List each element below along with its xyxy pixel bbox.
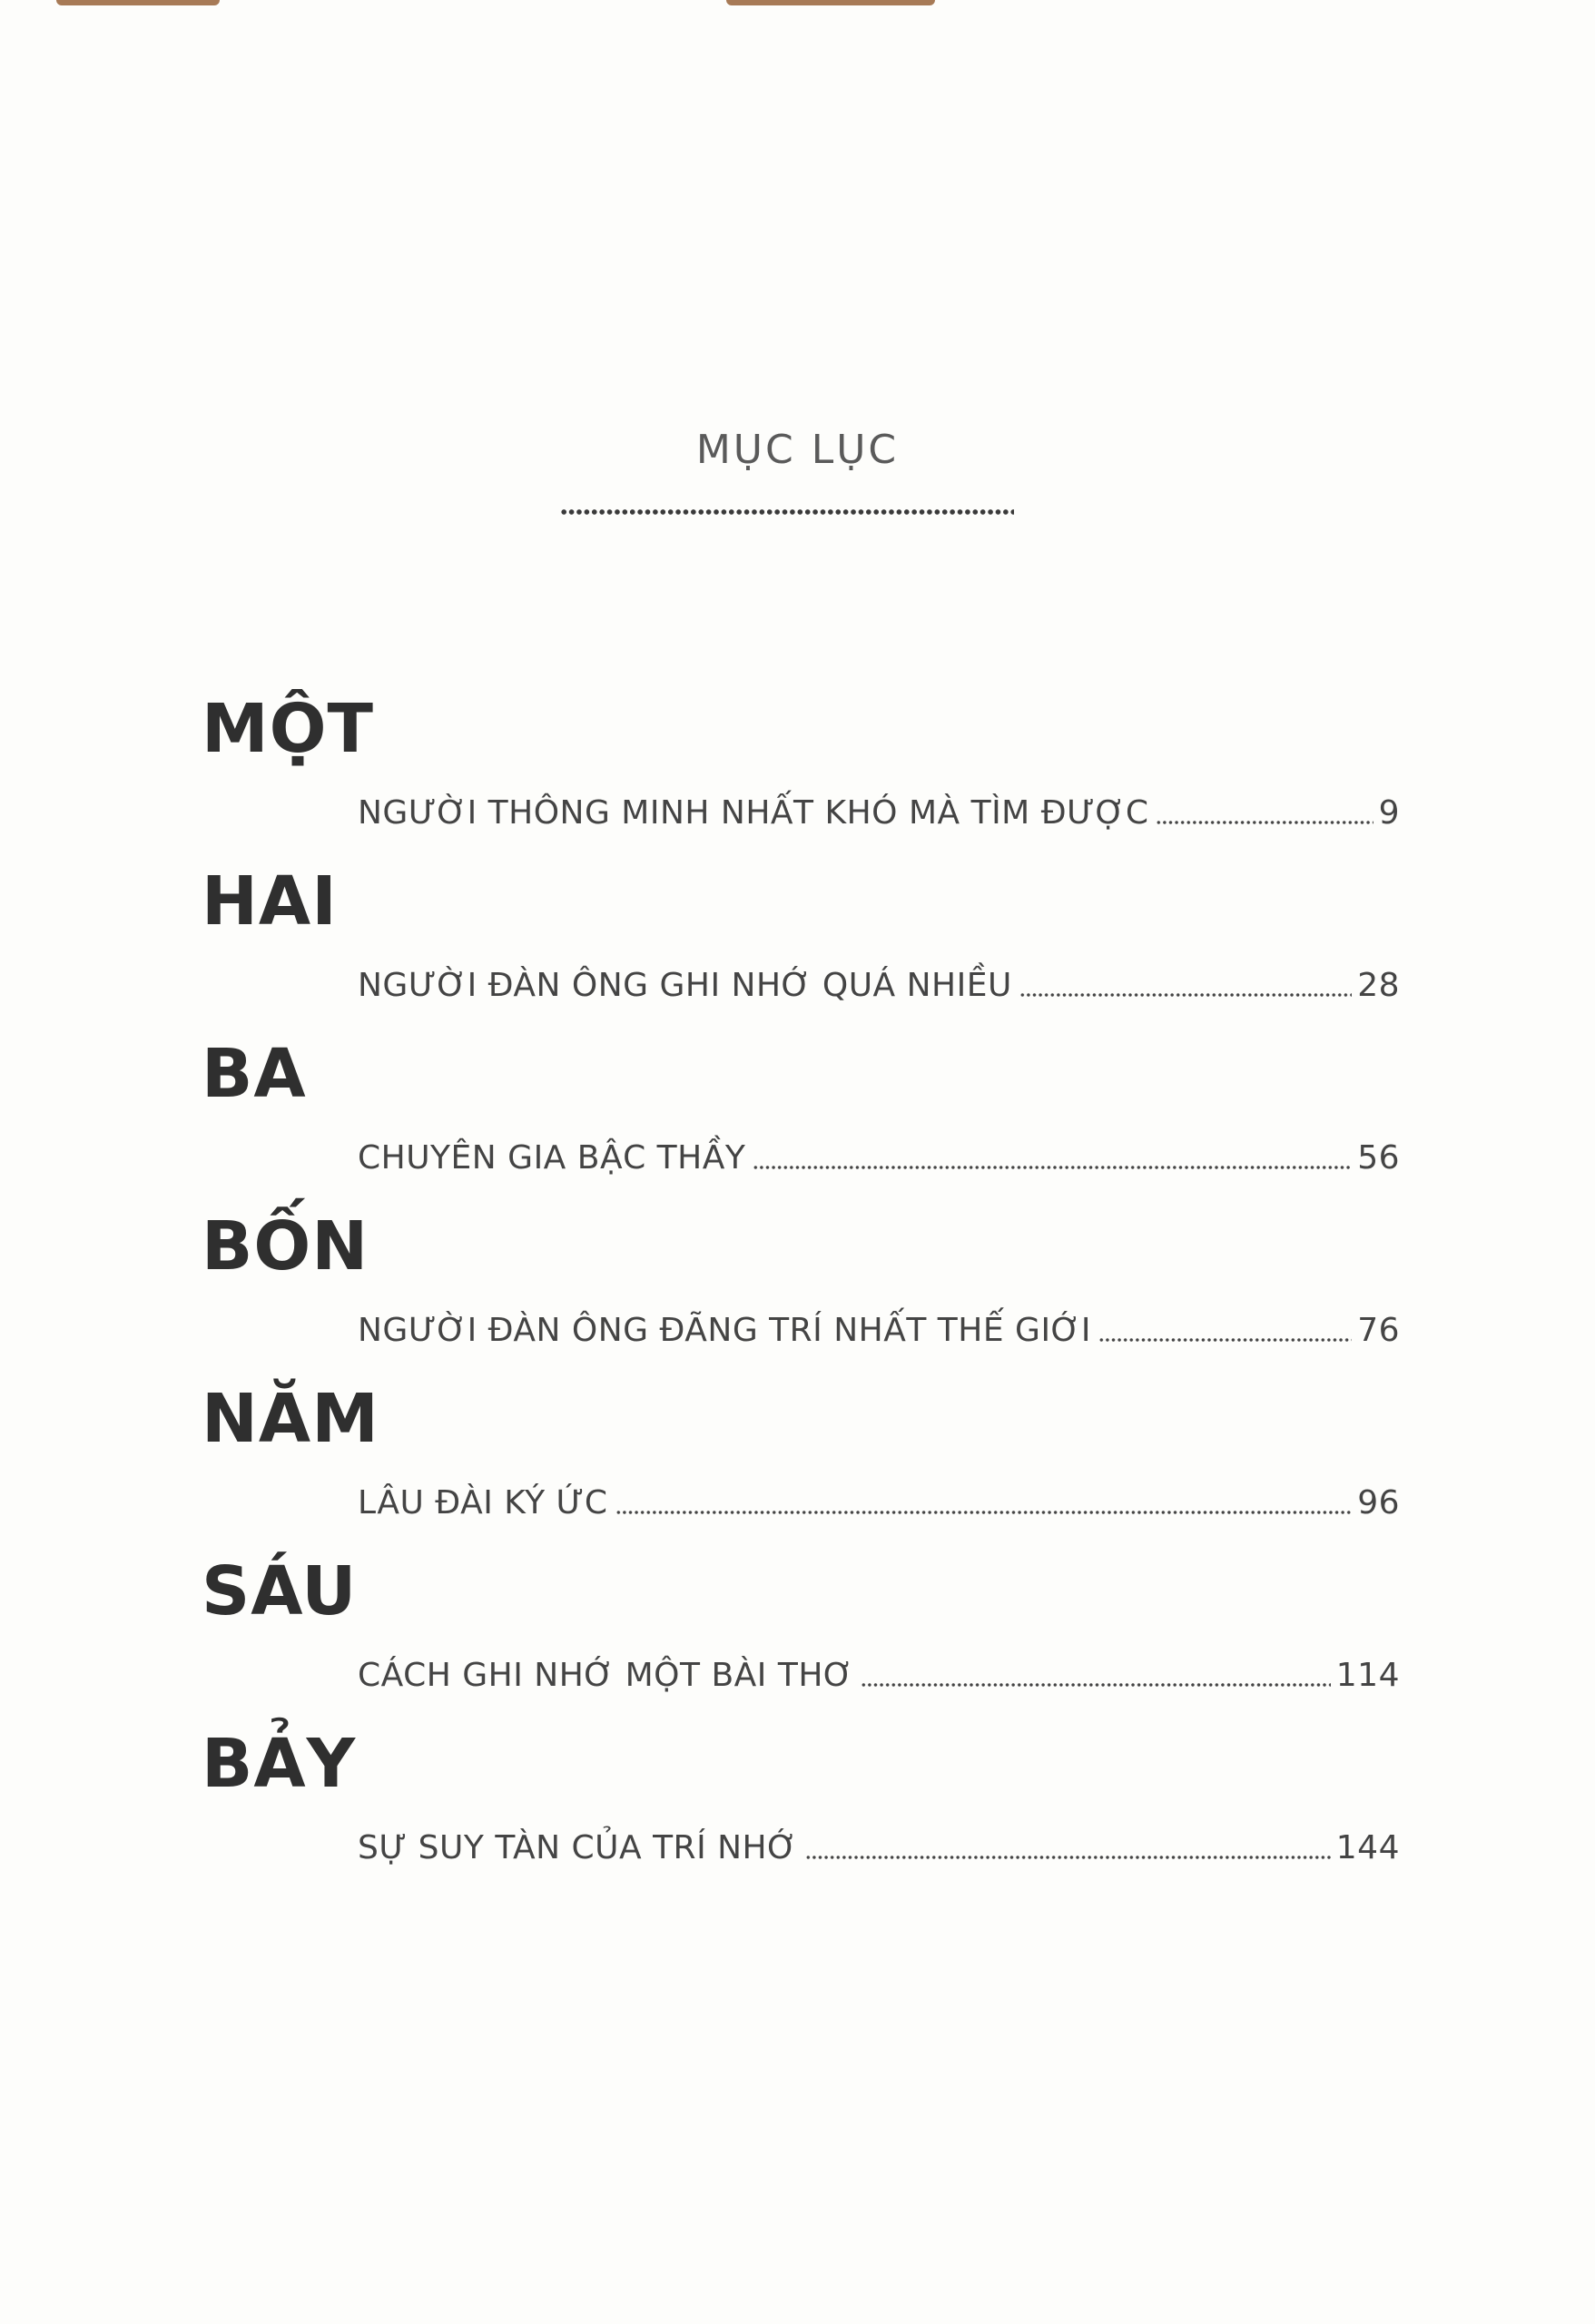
chapter-number: SÁU: [202, 1552, 358, 1630]
chapter-title: CHUYÊN GIA BẬC THẦY: [358, 1139, 746, 1177]
toc-chapter[interactable]: [202, 1380, 1400, 1552]
chapter-title: NGƯỜI THÔNG MINH NHẤT KHÓ MÀ TÌM ĐƯỢC: [358, 794, 1149, 832]
page-number: 144: [1335, 1829, 1400, 1866]
dot-leader: [1156, 818, 1373, 825]
dot-leader: [753, 1163, 1352, 1170]
dot-leader: [1019, 990, 1352, 998]
page-number: 9: [1378, 794, 1400, 832]
chapter-title: SỰ SUY TÀN CỦA TRÍ NHỚ: [358, 1829, 798, 1866]
toc-entry[interactable]: [358, 951, 1400, 1006]
chapter-number: MỘT: [202, 690, 375, 768]
chapter-number: NĂM: [202, 1380, 379, 1458]
toc-chapter[interactable]: [202, 862, 1400, 1035]
scan-edge-right: [726, 0, 935, 5]
toc-title: MỤC LỤC: [695, 427, 900, 473]
dot-leader: [861, 1680, 1331, 1688]
page-number: 76: [1357, 1312, 1400, 1349]
toc-entry[interactable]: [358, 1469, 1400, 1523]
toc-entry[interactable]: [358, 1296, 1400, 1351]
toc-entry[interactable]: [358, 779, 1400, 833]
chapter-title: NGƯỜI ĐÀN ÔNG ĐÃNG TRÍ NHẤT THẾ GIỚI: [358, 1312, 1092, 1349]
scan-edge-left: [56, 0, 220, 5]
page-number: 114: [1335, 1657, 1400, 1694]
toc-entry[interactable]: [358, 1641, 1400, 1696]
toc-chapter[interactable]: [202, 1552, 1400, 1725]
toc-chapter[interactable]: [202, 1725, 1400, 1897]
chapter-title: CÁCH GHI NHỚ MỘT BÀI THƠ: [358, 1657, 854, 1694]
dot-leader: [805, 1853, 1331, 1860]
page-number: 28: [1357, 967, 1400, 1004]
toc-chapter[interactable]: [202, 690, 1400, 862]
page-number: 56: [1357, 1139, 1400, 1177]
dot-leader: [1098, 1335, 1352, 1343]
toc-entry[interactable]: [358, 1814, 1400, 1868]
dot-leader: [615, 1508, 1353, 1515]
chapter-title: LÂU ĐÀI KÝ ỨC: [358, 1484, 608, 1521]
page-number: 96: [1357, 1484, 1400, 1521]
title-dotted-rule: [560, 508, 1014, 516]
chapter-number: BỐN: [202, 1207, 369, 1285]
toc-entry[interactable]: [358, 1124, 1400, 1178]
chapter-number: BẢY: [202, 1725, 357, 1803]
chapter-number: HAI: [202, 862, 338, 940]
toc-chapter[interactable]: [202, 1035, 1400, 1207]
chapter-number: BA: [202, 1035, 307, 1113]
chapter-title: NGƯỜI ĐÀN ÔNG GHI NHỚ QUÁ NHIỀU: [358, 967, 1012, 1004]
toc-chapter[interactable]: [202, 1207, 1400, 1380]
